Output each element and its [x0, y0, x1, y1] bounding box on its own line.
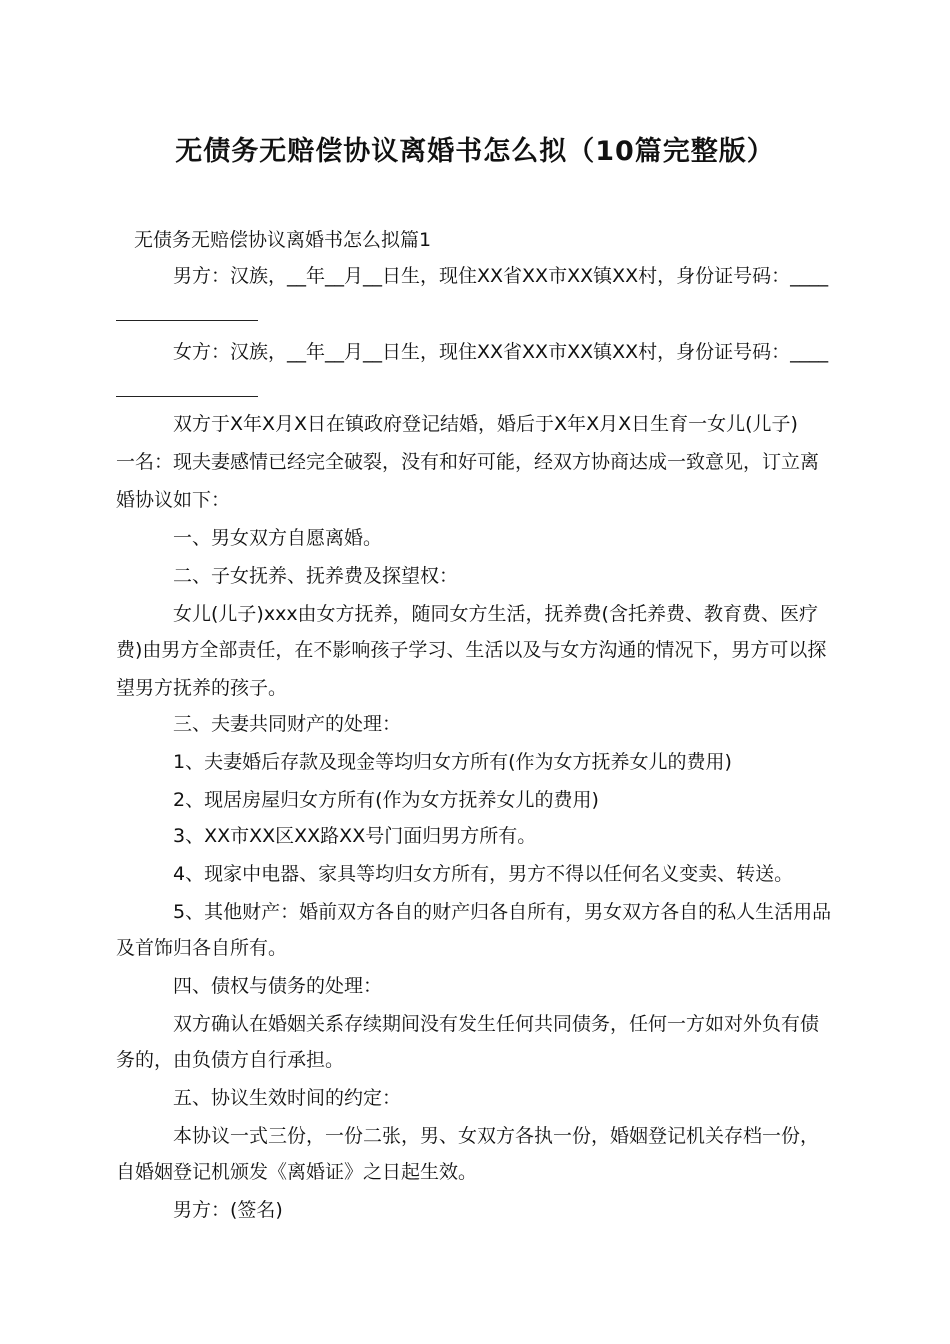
female-info: 女方：汉族，__年__月__日生，现住XX省XX市XX镇XX村，身份证号码：____ [173, 341, 829, 363]
clause-2-body-line: 女儿(儿子)xxx由女方抚养，随同女方生活，抚养费(含托养费、教育费、医疗 [173, 603, 818, 625]
clause-2-body-line: 费)由男方全部责任，在不影响孩子学习、生活以及与女方沟通的情况下，男方可以探 [116, 639, 827, 661]
clause-1: 一、男女双方自愿离婚。 [173, 527, 383, 549]
clause-4-heading: 四、债权与债务的处理： [173, 975, 383, 997]
clause-2-body-line: 望男方抚养的孩子。 [116, 677, 288, 699]
clause-3-item: 及首饰归各自所有。 [116, 937, 288, 959]
clause-4-body-line: 双方确认在婚姻关系存续期间没有发生任何共同债务，任何一方如对外负有债 [173, 1013, 820, 1035]
clause-5-body-line: 本协议一式三份，一份二张，男、女双方各执一份，婚姻登记机关存档一份， [173, 1125, 820, 1147]
clause-4-body-line: 务的，由负债方自行承担。 [116, 1049, 345, 1071]
clause-3-item: 2、现居房屋归女方所有(作为女方抚养女儿的费用) [173, 789, 599, 811]
clause-3-item: 4、现家中电器、家具等均归女方所有，男方不得以任何名义变卖、转送。 [173, 863, 794, 885]
male-id-blank-line [116, 320, 258, 321]
male-info: 男方：汉族，__年__月__日生，现住XX省XX市XX镇XX村，身份证号码：____ [173, 265, 829, 287]
intro-line: 双方于X年X月X日在镇政府登记结婚，婚后于X年X月X日生育一女儿(儿子) [173, 413, 798, 435]
clause-5-body-line: 自婚姻登记机颁发《离婚证》之日起生效。 [116, 1161, 478, 1183]
female-id-blank-line [116, 396, 258, 397]
clause-3-item: 1、夫妻婚后存款及现金等均归女方所有(作为女方抚养女儿的费用) [173, 751, 732, 773]
clause-3-heading: 三、夫妻共同财产的处理： [173, 713, 402, 735]
clause-3-item: 3、XX市XX区XX路XX号门面归男方所有。 [173, 825, 537, 847]
section-heading: 无债务无赔偿协议离婚书怎么拟篇1 [134, 229, 432, 251]
intro-line: 婚协议如下： [116, 489, 231, 511]
clause-2-heading: 二、子女抚养、抚养费及探望权： [173, 565, 459, 587]
clause-5-heading: 五、协议生效时间的约定： [173, 1087, 402, 1109]
intro-line: 一名：现夫妻感情已经完全破裂，没有和好可能，经双方协商达成一致意见，订立离 [116, 451, 820, 473]
signature-line: 男方：(签名) [173, 1199, 283, 1221]
document-title: 无债务无赔偿协议离婚书怎么拟（10篇完整版） [175, 136, 775, 167]
clause-3-item: 5、其他财产：婚前双方各自的财产归各自所有，男女双方各自的私人生活用品 [173, 901, 832, 923]
